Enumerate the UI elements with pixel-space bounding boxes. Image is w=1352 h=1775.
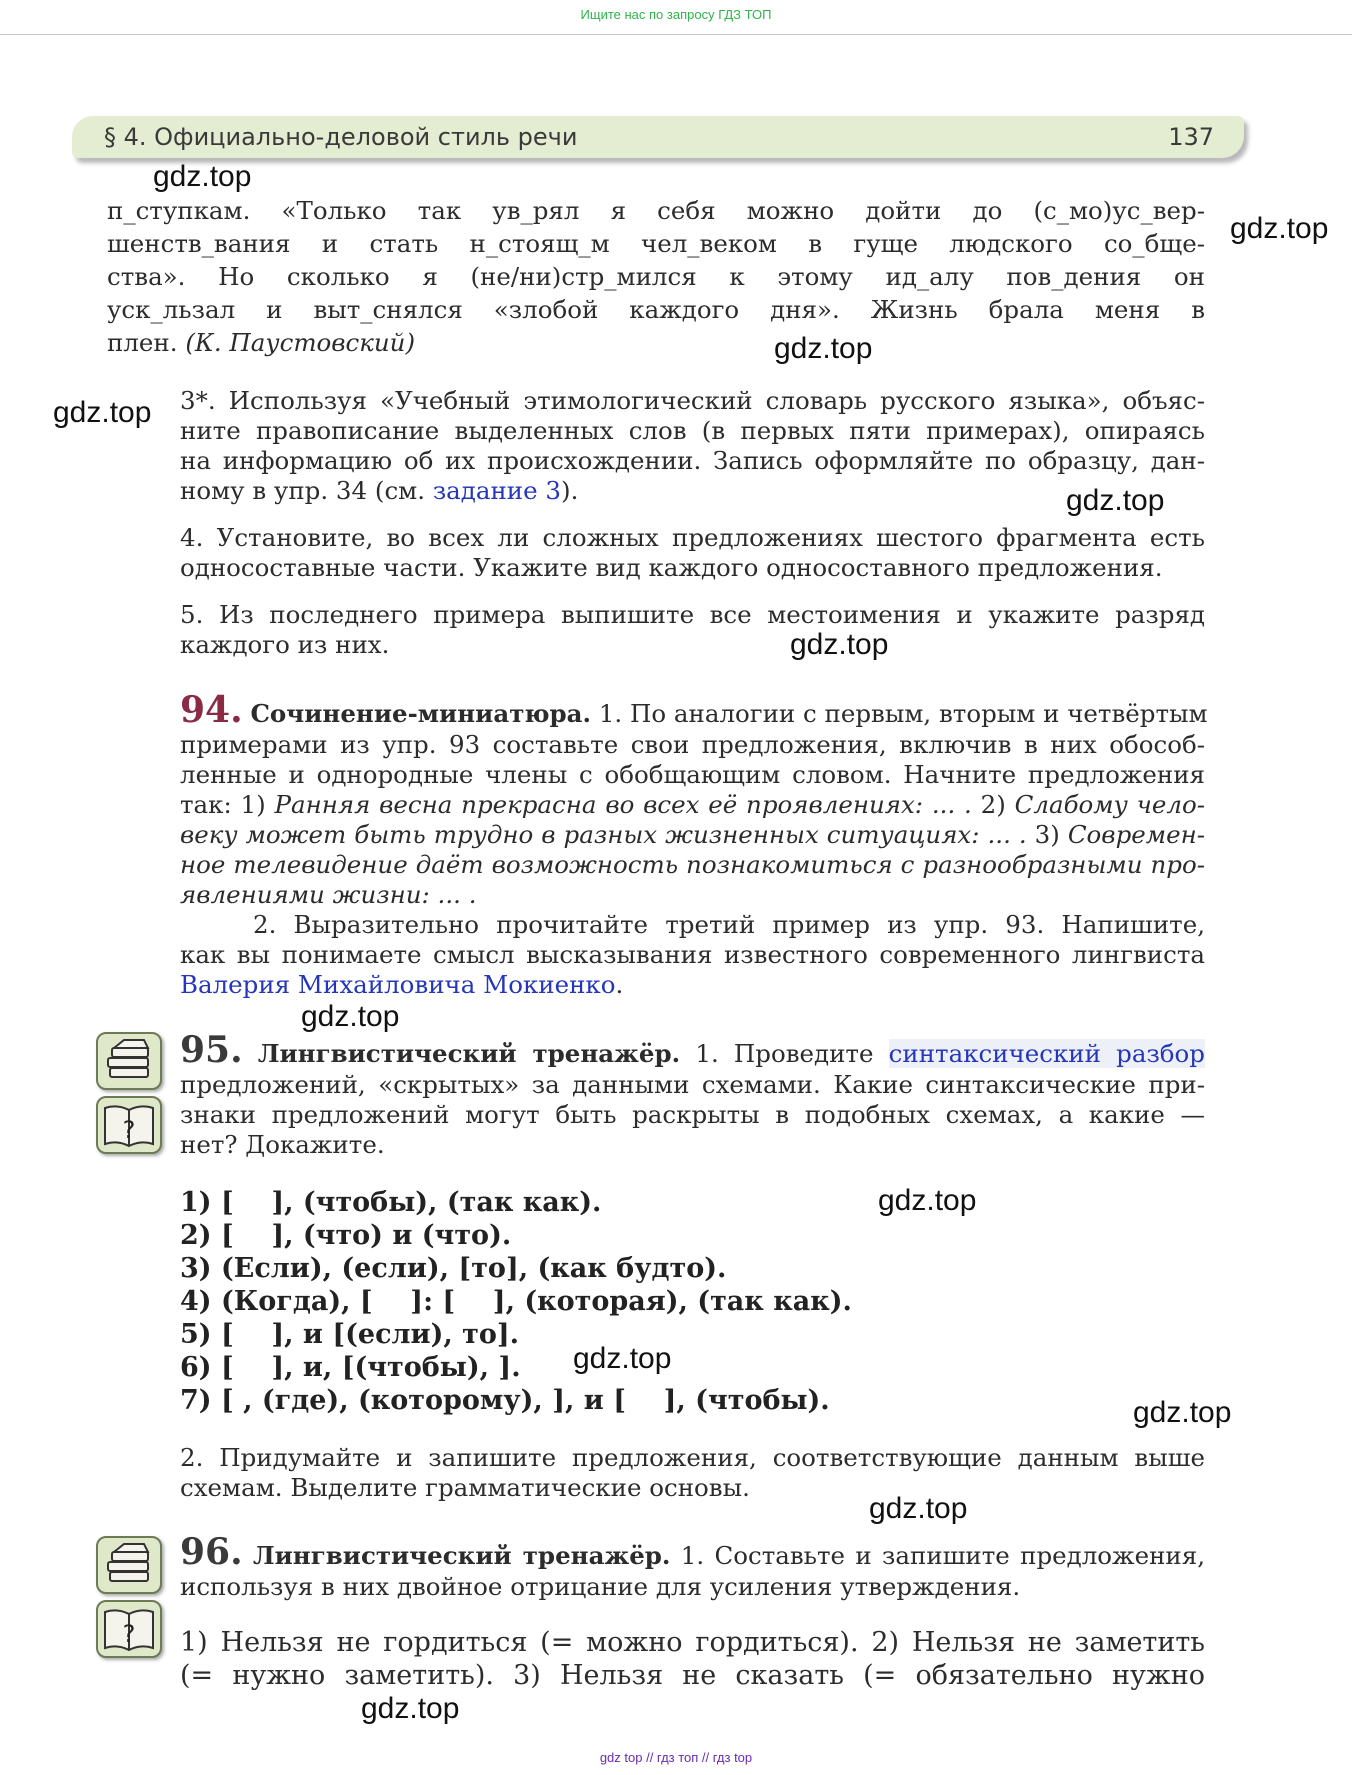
ex95-task2-line2: схемам. Выделите грамматические основы. (180, 1473, 750, 1502)
page-number: 137 (1168, 123, 1214, 151)
watermark: gdz.top (878, 1184, 977, 1217)
watermark: gdz.top (573, 1342, 672, 1375)
scheme-3: 3) (Если), (если), [то], (как будто). (180, 1253, 727, 1284)
ex95-title: Лингвистический тренажёр. (257, 1039, 681, 1068)
top-banner-text: Ищите нас по запросу ГДЗ ТОП (580, 7, 772, 22)
ex94-line9: как вы понимаете смысл высказывания известного современного лингвиста (180, 940, 1205, 969)
ex94-line5 (180, 818, 1205, 851)
ex95-line4: нет? Докажите. (180, 1130, 385, 1159)
top-banner (0, 0, 1352, 35)
watermark: gdz.top (1133, 1396, 1232, 1429)
watermark: gdz.top (774, 332, 873, 365)
linguist-link[interactable]: Валерия Михайловича Мокиенко (180, 970, 616, 999)
watermark: gdz.top (1066, 484, 1165, 517)
ex94-line2: примерами из упр. 93 составьте свои предложения, включив в них обособ- (180, 730, 1205, 759)
task3-link[interactable]: задание 3 (432, 476, 562, 505)
paragraph1-line3: ства». Но сколько я (не/ни)стр_мился к этому ид_алу пов_дения он (107, 262, 1205, 291)
task4-line2: односоставные части. Укажите вид каждого односоставного предложения. (180, 553, 1163, 582)
books-icon (96, 1536, 162, 1594)
watermark: gdz.top (153, 160, 252, 193)
ex94-line7 (180, 878, 1205, 911)
question-book-icon (96, 1096, 162, 1154)
ex94-line4-text2: 2) (971, 790, 1015, 819)
scheme-7: 7) [ , (где), (которому), ], и [ ], (чтобы). (180, 1385, 830, 1416)
books-icon (96, 1032, 162, 1090)
svg-text:?: ? (122, 1620, 136, 1648)
ex95-line2: предложений, «скрытых» за данными схемами. Какие синтаксические при- (180, 1070, 1205, 1099)
ex94-line10-end: . (615, 970, 624, 999)
watermark: gdz.top (1230, 212, 1329, 245)
paragraph1-line2: шенств_вания и стать н_стоящ_м чел_веком в гуще людского со_бще- (107, 229, 1205, 258)
task3-line4-text: ному в упр. 34 (см. (180, 476, 433, 505)
syntax-analysis-link[interactable]: синтаксический разбор (888, 1039, 1205, 1068)
ex94-line4-italic2: Слабому чело- (1014, 790, 1205, 819)
task3-line4 (180, 474, 1205, 507)
task3-line1: 3*. Используя «Учебный этимологический словарь русского языка», объяс- (180, 386, 1205, 415)
paragraph1-line4: уск_льзал и выт_снялся «злобой каждого дня». Жизнь брала меня в (107, 295, 1205, 324)
scheme-2: 2) [ ], (что) и (что). (180, 1220, 512, 1251)
task5-line1: 5. Из последнего примера выпишите все местоимения и укажите разряд (180, 600, 1205, 629)
ex95-line1-text: 1. Проведите (680, 1039, 889, 1068)
paragraph1-line1: п_ступкам. «Только так ув_рял я себя можно дойти до (с_мо)ус_вер- (107, 196, 1205, 225)
ex94-line5-text: 3) (1026, 820, 1068, 849)
scheme-1: 1) [ ], (чтобы), (так как). (180, 1187, 602, 1218)
ex94-line5-italic2: Современ- (1067, 820, 1205, 849)
watermark: gdz.top (790, 628, 889, 661)
watermark: gdz.top (361, 1692, 460, 1725)
watermark: gdz.top (301, 1000, 400, 1033)
ex95-task2-line1: 2. Придумайте и запишите предложения, соответствующие данным выше (180, 1443, 1205, 1472)
ex94-line10 (180, 968, 1205, 1001)
task3-line3: на информацию об их происхождении. Запись оформляйте по образцу, дан- (180, 446, 1205, 475)
section-title: § 4. Официально-деловой стиль речи (104, 123, 578, 151)
paragraph1-line5 (107, 326, 1205, 359)
ex94-line4-italic1: Ранняя весна прекрасна во всех её проявлениях: ... . (274, 790, 972, 819)
ex95-number: 95. (180, 1029, 243, 1071)
ex94-line6 (180, 848, 1205, 881)
task5-line2: каждого из них. (180, 630, 390, 659)
page-header (72, 116, 1244, 158)
task3-line2: ните правописание выделенных слов (в первых пяти примерах), опираясь (180, 416, 1205, 445)
scheme-4: 4) (Когда), [ ]: [ ], (которая), (так как). (180, 1286, 852, 1317)
watermark: gdz.top (53, 396, 152, 429)
ex94-line4-text1: так: 1) (180, 790, 275, 819)
ex96-title: Лингвистический тренажёр. (252, 1541, 671, 1570)
ex96-line4: (= нужно заметить). 3) Нельзя не сказать (= обязательно нужно (180, 1660, 1205, 1691)
scheme-5: 5) [ ], и [(если), то]. (180, 1319, 520, 1350)
svg-text:?: ? (122, 1116, 136, 1144)
ex94-line6-italic: ное телевидение даёт возможность познакомиться с разнообразными про- (180, 850, 1205, 879)
ex94-number: 94. (180, 689, 243, 731)
scheme-6: 6) [ ], и, [(чтобы), ]. (180, 1352, 521, 1383)
ex94-title: Сочинение-миниатюра. (250, 699, 592, 728)
watermark: gdz.top (869, 1492, 968, 1525)
ex94-line7-italic: явлениями жизни: ... . (180, 880, 477, 909)
ex96-line3: 1) Нельзя не гордиться (= можно гордиться). 2) Нельзя не заметить (180, 1627, 1205, 1658)
ex96-line1-text: 1. Составьте и запишите предложения, (670, 1541, 1205, 1570)
question-book-icon (96, 1600, 162, 1658)
ex94-line8: 2. Выразительно прочитайте третий пример из упр. 93. Напишите, (253, 910, 1205, 939)
paragraph1-line5-text: плен. (107, 328, 186, 357)
ex96-number: 96. (180, 1531, 243, 1573)
ex94-line4 (180, 788, 1205, 821)
ex96-line2: используя в них двойное отрицание для усиления утверждения. (180, 1572, 1021, 1601)
ex94-line5-italic1: веку может быть трудно в разных жизненных ситуациях: ... . (180, 820, 1027, 849)
author-citation: (К. Паустовский) (185, 328, 416, 357)
task3-line4-end: ). (561, 476, 579, 505)
ex94-line1-text: 1. По аналогии с первым, вторым и четвёртым (591, 699, 1208, 728)
task4-line1: 4. Установите, во всех ли сложных предложениях шестого фрагмента есть (180, 523, 1205, 552)
ex95-line3: знаки предложений могут быть раскрыты в подобных схемах, а какие — (180, 1100, 1205, 1129)
ex94-line3: ленные и однородные члены с обобщающим словом. Начните предложения (180, 760, 1205, 789)
footer-links: gdz top // гдз топ // гдз top (599, 1750, 753, 1765)
